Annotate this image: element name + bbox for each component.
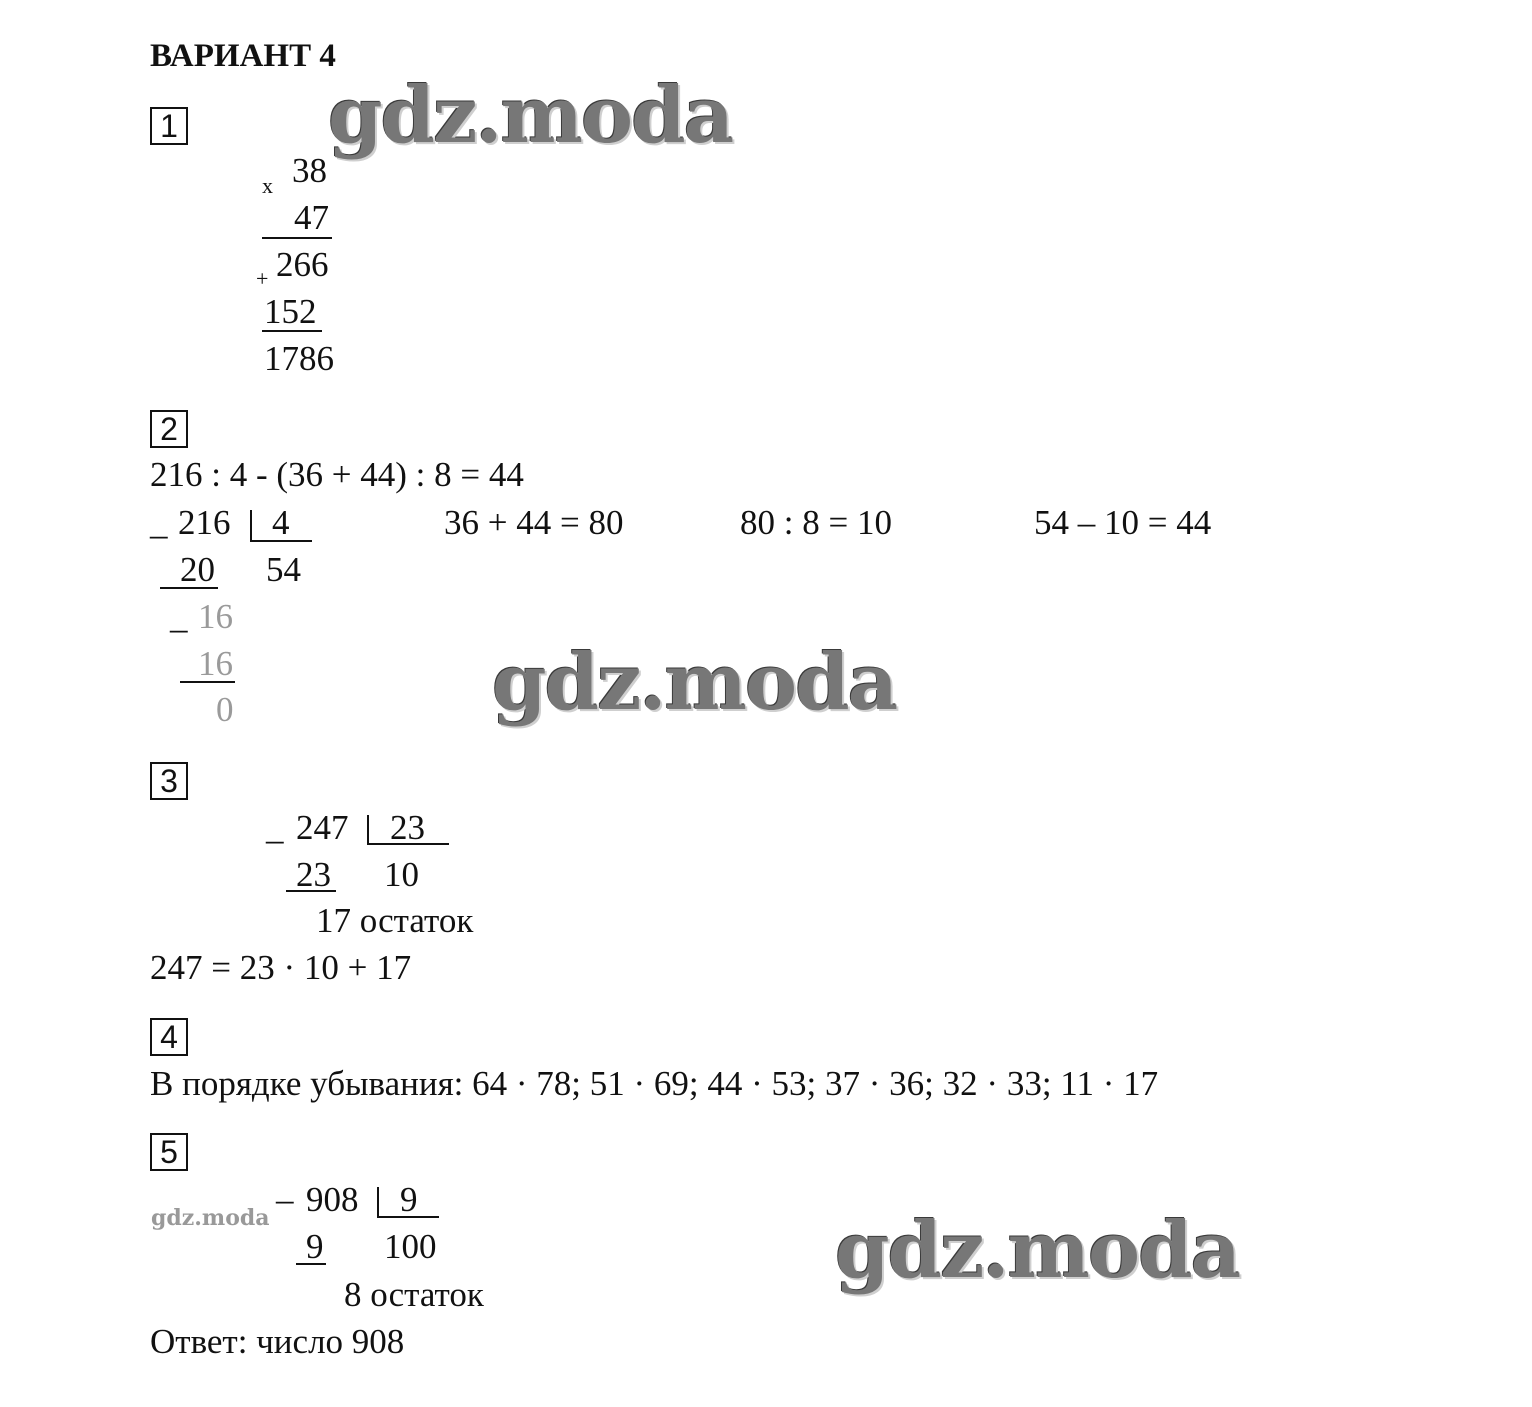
watermark-top: gdz.moda [328,70,733,161]
plus-sign: + [256,266,269,291]
task-2-quotient: 54 [266,550,301,589]
task-1-result: 1786 [264,339,334,378]
page-title: ВАРИАНТ 4 [150,38,336,74]
task-1-factor-b: 47 [294,198,329,237]
task-5-minus: – [276,1180,294,1219]
task-2-divisor: 4 [272,503,290,542]
task-5-answer: Ответ: число 908 [150,1322,405,1361]
task-3-remainder: 17 остаток [316,901,474,940]
task-2-number: 2 [150,410,188,448]
task-3-check: 247 = 23 · 10 + 17 [150,948,412,987]
task-1-line-2 [262,330,322,332]
task-1-line-1 [262,237,332,239]
task-3-quotient: 10 [384,855,419,894]
task-2-sub-2-line [180,681,235,683]
task-4-answer: В порядке убывания: 64 · 78; 51 · 69; 44 · 53; 37 · 36; 32 · 33; 11 · 17 [150,1064,1159,1103]
task-5-dividend: 908 [306,1180,359,1219]
task-2-sub-1: 20 [180,550,215,589]
task-3-dividend: 247 [296,808,349,847]
task-2-step-3: 54 – 10 = 44 [1034,503,1212,542]
task-4-number: 4 [150,1018,188,1056]
task-5-division-bar [377,1187,379,1217]
task-1-partial-1: 266 [276,245,329,284]
task-5-number: 5 [150,1133,188,1171]
task-3-minus: _ [266,808,284,847]
watermark-middle: gdz.moda [492,637,897,728]
task-5-sub-line [296,1263,326,1265]
task-3-sub: 23 [296,855,331,894]
multiply-sign: x [262,173,273,198]
watermark-small: gdz.moda [151,1205,270,1231]
task-1-partial-2: 152 [264,292,317,331]
task-5-quotient: 100 [384,1227,437,1266]
task-2-division-bar [250,510,252,542]
task-3-division-bar [367,815,369,845]
task-3-sub-line [286,890,336,892]
task-5-sub: 9 [306,1227,324,1266]
task-2-step-1: 36 + 44 = 80 [444,503,624,542]
task-1-number: 1 [150,107,188,145]
task-3-number: 3 [150,762,188,800]
watermark-bottom: gdz.moda [835,1205,1240,1296]
task-2-sub-1-line [160,587,218,589]
task-2-dividend: 216 [178,503,231,542]
task-2-zero: 0 [216,690,234,729]
task-3-divisor: 23 [390,808,425,847]
task-5-divisor: 9 [400,1180,418,1219]
task-1-factor-a: 38 [292,151,327,190]
task-2-remainder-1: 16 [198,597,233,636]
task-2-sub-2: 16 [198,644,233,683]
task-2-minus-1: _ [150,503,168,542]
task-2-step-2: 80 : 8 = 10 [740,503,892,542]
task-5-remainder: 8 остаток [344,1275,484,1314]
task-2-expression: 216 : 4 - (36 + 44) : 8 = 44 [150,455,524,494]
task-2-minus-2: _ [170,597,188,636]
